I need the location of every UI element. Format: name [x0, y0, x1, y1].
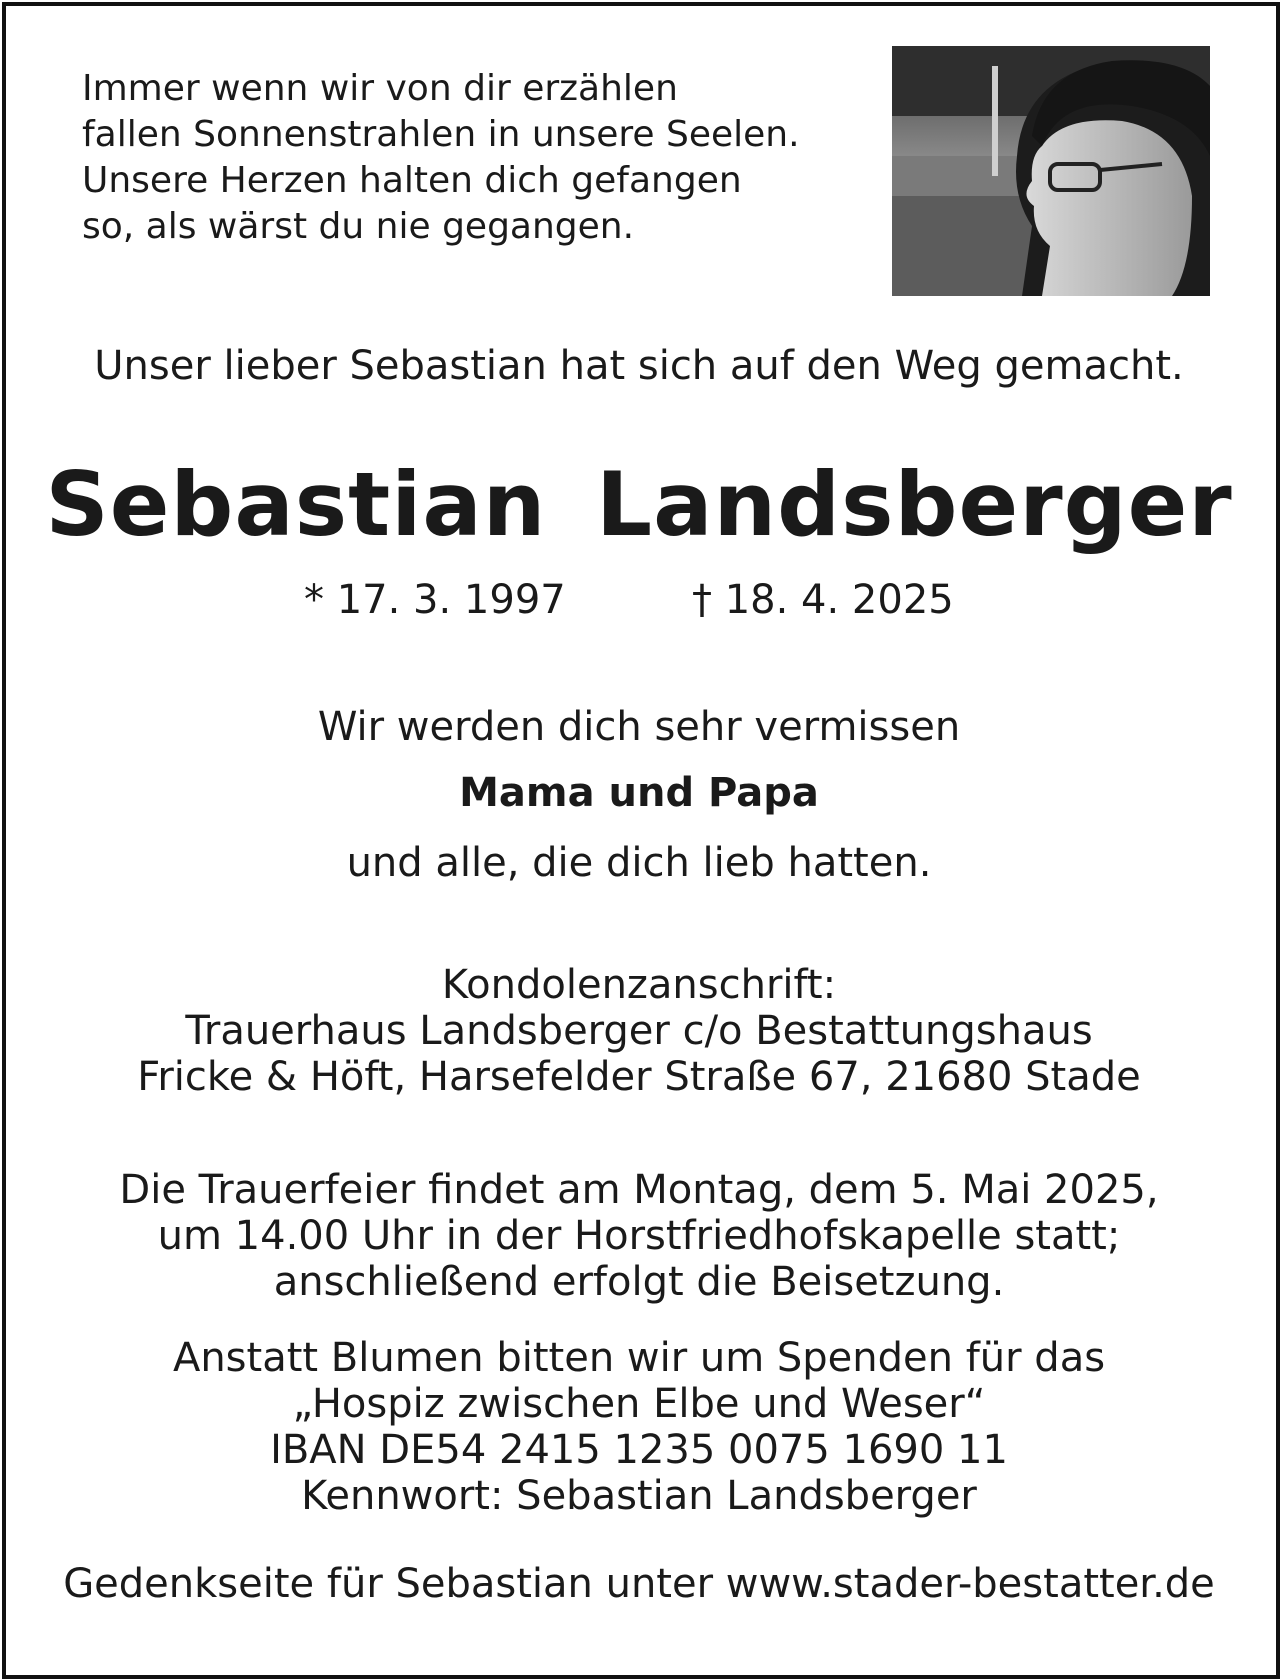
poem-line: so, als wärst du nie gegangen.: [82, 206, 635, 247]
birth-date: * 17. 3. 1997: [304, 577, 566, 623]
donation-info: [0, 1335, 1278, 1519]
funeral-line: um 14.00 Uhr in der Horstfriedhofskapelle statt;: [157, 1213, 1121, 1259]
condolence-line: Fricke & Höft, Harsefelder Straße 67, 21680 Stade: [137, 1054, 1141, 1100]
intro-text: Unser lieber Sebastian hat sich auf den Weg gemacht.: [94, 343, 1184, 389]
donation-keyword: Kennwort: Sebastian Landsberger: [301, 1473, 977, 1519]
funeral-info: [0, 1167, 1278, 1305]
parents-signature: Mama und Papa: [459, 770, 819, 816]
poem-line: Unsere Herzen halten dich gefangen: [82, 160, 742, 201]
portrait-photo: [892, 46, 1210, 296]
memorial-page-text: Gedenkseite für Sebastian unter www.stader-bestatter.de: [63, 1561, 1215, 1607]
poem: [82, 66, 862, 250]
donation-line: Anstatt Blumen bitten wir um Spenden für das: [172, 1335, 1106, 1381]
condolence-heading: Kondolenzanschrift:: [441, 962, 837, 1008]
donation-recipient: „Hospiz zwischen Elbe und Weser“: [292, 1381, 986, 1427]
poem-line: Immer wenn wir von dir erzählen: [82, 68, 678, 109]
deceased-name: Sebastian Landsberger: [45, 453, 1233, 556]
mourning-text: Wir werden dich sehr vermissen: [317, 704, 961, 750]
others-text: und alle, die dich lieb hatten.: [346, 840, 932, 886]
funeral-line: Die Trauerfeier findet am Montag, dem 5. Mai 2025,: [119, 1167, 1159, 1213]
condolence-line: Trauerhaus Landsberger c/o Bestattungshaus: [185, 1008, 1093, 1054]
poem-line: fallen Sonnenstrahlen in unsere Seelen.: [82, 114, 800, 155]
donation-iban: IBAN DE54 2415 1235 0075 1690 11: [270, 1427, 1008, 1473]
condolence-address: [0, 962, 1278, 1100]
funeral-line: anschließend erfolgt die Beisetzung.: [273, 1259, 1005, 1305]
death-date: † 18. 4. 2025: [692, 577, 954, 623]
